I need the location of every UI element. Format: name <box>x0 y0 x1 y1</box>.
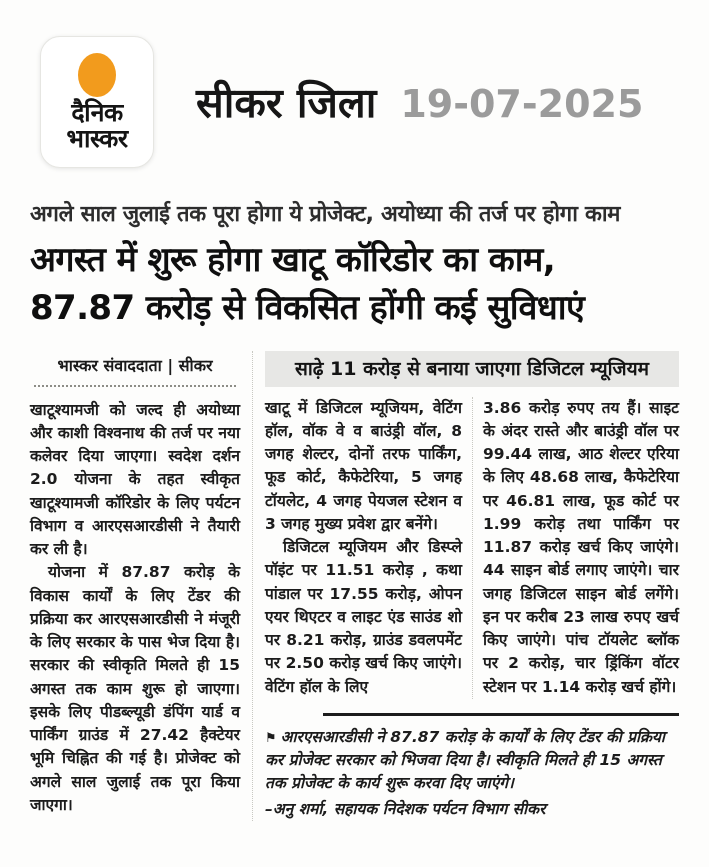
sub-headline: साढ़े 11 करोड़ से बनाया जाएगा डिजिटल म्यूजियम <box>265 351 679 387</box>
dainik-bhaskar-logo <box>40 36 154 168</box>
article-column-2 <box>265 397 472 699</box>
masthead-titles <box>196 74 643 130</box>
masthead-header <box>0 0 709 168</box>
quote-text: आरएसआरडीसी ने 87.87 करोड़ के कार्यों के लिए टेंडर की प्रक्रिया कर प्रोजेक्ट सरकार को भिजवा दिया है। स्वीकृति मिलते ही 15 अगस्त तक प्रोजेक्ट के कार्य शुरू करवा दिए जाएंगे। <box>265 727 665 793</box>
col2-paragraph-2: डिजिटल म्यूजियम और डिस्प्ले पॉइंट पर 11.51 करोड़ , कथा पांडाल पर 17.55 करोड़, ओपन एयर थिएटर व लाइट एंड साउंड शो पर 8.21 करोड़, ग्राउंड डवलपमेंट पर 2.50 करोड़ खर्च किए जाएंगे। वेटिंग हॉल के लिए <box>265 538 462 696</box>
byline: भास्कर संवाददाता | सीकर <box>34 351 236 387</box>
edition-date: 19-07-2025 <box>400 82 644 126</box>
article-column-1 <box>30 351 252 821</box>
article-headline <box>30 236 679 333</box>
news-article <box>0 198 709 821</box>
col1-paragraph-1: खाटूश्यामजी को जल्द ही अयोध्या और काशी विश्वनाथ की तर्ज पर नया कलेवर दिया जाएगा। स्वदेश दर्शन 2.0 योजना के तहत स्वीकृत खाटूश्यामजी कॉरिडोर के लिए पर्यटन विभाग व आरएसआरडीसी ने तैयारी कर ली है। <box>30 400 240 559</box>
article-column-3 <box>472 397 679 699</box>
headline-line2: 87.87 करोड़ से विकसित होंगी कई सुविधाएं <box>30 288 585 329</box>
logo-text-line1: दैनिक <box>71 97 123 127</box>
article-body-grid <box>30 351 679 821</box>
edition-title: सीकर जिला <box>196 79 377 127</box>
logo-sun-dot-icon <box>78 53 116 97</box>
official-quote <box>265 726 679 821</box>
headline-line1: अगस्त में शुरू होगा खाटू कॉरिडोर का काम, <box>30 240 556 280</box>
article-columns-2-3 <box>265 397 679 699</box>
col2-paragraph-1: खाटू में डिजिटल म्यूजियम, वेटिंग हॉल, वॉक वे व बाउंड्री वॉल, 8 जगह शेल्टर, दोनों तरफ पार्किंग, फूड कोर्ट, कैफेटेरिया, 5 जगह टॉयलेट, 4 जगह पेयजल स्टेशन व 3 जगह मुख्य प्रवेश द्वार बनेंगे। <box>265 398 462 533</box>
quote-divider-rule <box>323 713 679 716</box>
quote-attribution: –अनु शर्मा, सहायक निदेशक पर्यटन विभाग सीकर <box>265 799 546 818</box>
quote-flag-icon: ⚑ <box>265 730 277 746</box>
col1-paragraph-2: योजना में 87.87 करोड़ के विकास कार्यों के लिए टेंडर की प्रक्रिया कर आरएसआरडीसी ने मंजूरी के लिए सरकार के पास भेज दिया है। सरकार की स्वीकृति मिलते ही 15 अगस्त तक काम शुरू हो जाएगा। इसके लिए पीडब्ल्यूडी डंपिंग यार्ड व पार्किंग ग्राउंड में 27.42 हैक्टेयर भूमि चिह्नित की गई है। प्रोजेक्ट को अगले साल जुलाई तक पूरा किया जाएगा। <box>30 563 240 814</box>
col3-paragraph-1: 3.86 करोड़ रुपए तय हैं। साइट के अंदर रास्ते और बाउंड्री वॉल पर 99.44 लाख, आठ शेल्टर एरिया के लिए 48.68 लाख, कैफेटेरिया पर 46.81 लाख, फूड कोर्ट पर 1.99 करोड़ तथा पार्किंग पर 11.87 करोड़ खर्च किए जाएंगे। 44 साइन बोर्ड लगाए जाएंगे। चार जगह डिजिटल साइन बोर्ड लगेंगे। इन पर करीब 23 लाख रुपए खर्च किए जाएंगे। पांच टॉयलेट ब्लॉक पर 2 करोड़, चार ड्रिंकिंग वॉटर स्टेशन पर 1.14 करोड़ खर्च होंगे। <box>483 398 679 696</box>
article-right-section <box>252 351 679 821</box>
logo-text-line2: भास्कर <box>66 123 128 153</box>
article-kicker: अगले साल जुलाई तक पूरा होगा ये प्रोजेक्ट, अयोध्या की तर्ज पर होगा काम <box>30 202 621 227</box>
